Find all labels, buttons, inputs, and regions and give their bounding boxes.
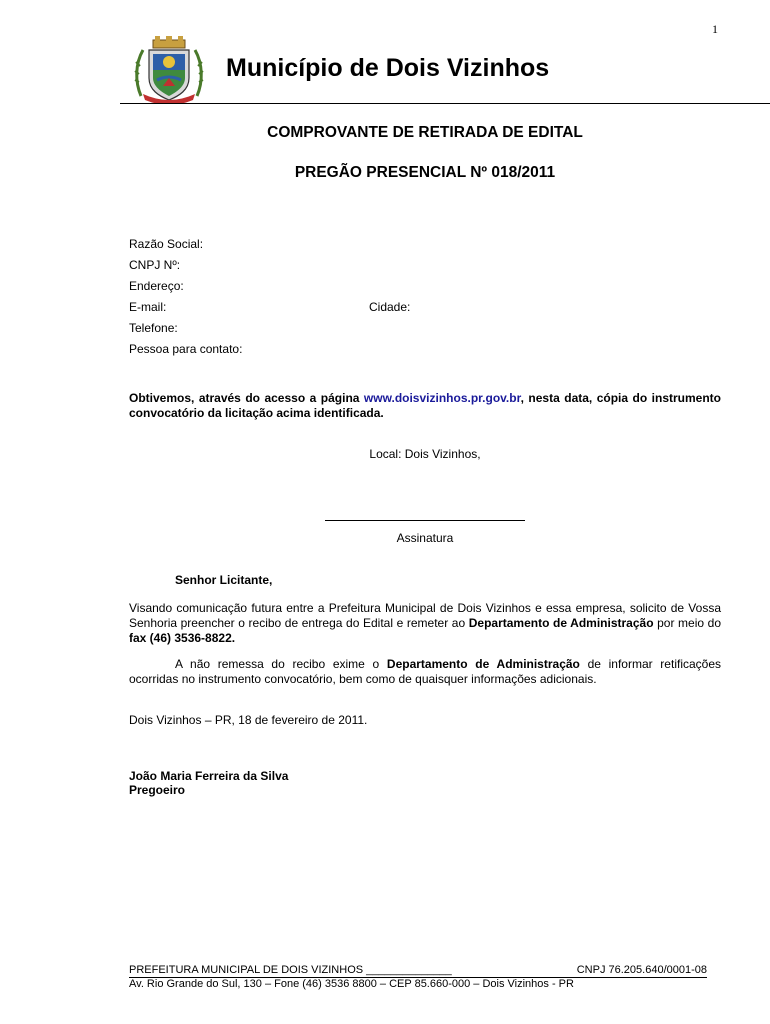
- field-razao-social: Razão Social:: [129, 237, 204, 251]
- local-line: Local: Dois Vizinhos,: [369, 447, 481, 461]
- field-cnpj: CNPJ Nº:: [129, 258, 181, 272]
- footer-cnpj: CNPJ 76.205.640/0001-08: [576, 964, 707, 976]
- field-telefone: Telefone:: [129, 321, 178, 335]
- tender-number: PREGÃO PRESENCIAL Nº 018/2011: [294, 164, 556, 181]
- municipality-title: Município de Dois Vizinhos: [226, 54, 550, 82]
- notice-paragraph-2: [129, 657, 721, 687]
- document-title: COMPROVANTE DE RETIRADA DE EDITAL: [267, 124, 583, 141]
- acknowledgement-statement: [129, 391, 721, 421]
- signatory-role: Pregoeiro: [129, 783, 186, 797]
- notice-p1-fax: fax (46) 3536-8822.: [129, 631, 236, 645]
- field-endereco: Endereço:: [129, 279, 184, 293]
- field-cidade: Cidade:: [369, 300, 411, 314]
- notice-p1-dept: Departamento de Administração: [468, 616, 654, 630]
- notice-paragraph-1: [129, 601, 721, 646]
- signatory-name: João Maria Ferreira da Silva: [129, 769, 289, 783]
- website-link[interactable]: www.doisvizinhos.pr.gov.br: [363, 391, 521, 405]
- statement-text-2: , nesta data, cópia do instrumento convocatório da licitação acima identificada.: [129, 391, 721, 420]
- municipal-coat-of-arms-icon: [133, 34, 205, 104]
- signature-label: Assinatura: [396, 531, 454, 545]
- signature-line: [325, 520, 525, 521]
- date-line: Dois Vizinhos – PR, 18 de fevereiro de 2011.: [129, 713, 368, 727]
- notice-p1-text-1: Visando comunicação futura entre a Prefeitura Municipal de Dois Vizinhos e essa empresa, solicito de Vossa Senhoria preencher o recibo de entrega do Edital e remeter ao: [129, 601, 721, 630]
- salutation: Senhor Licitante,: [175, 573, 273, 587]
- field-email: E-mail:: [129, 300, 167, 314]
- statement-text-1: Obtivemos, através do acesso a página: [129, 391, 364, 405]
- header-divider: [120, 103, 770, 104]
- notice-p2-dept: Departamento de Administração: [386, 657, 580, 671]
- notice-p2-text-2: de informar retificações ocorridas no instrumento convocatório, bem como de quaisquer informações adicionais.: [129, 657, 722, 686]
- notice-p1-text-2: por meio do: [653, 616, 722, 630]
- footer-organization: PREFEITURA MUNICIPAL DE DOIS VIZINHOS ______________: [129, 964, 452, 976]
- notice-p2-text-1: A não remessa do recibo exime o: [175, 657, 387, 671]
- field-contato: Pessoa para contato:: [129, 342, 243, 356]
- page-number: 1: [712, 22, 718, 36]
- footer-address: Av. Rio Grande do Sul, 130 – Fone (46) 3536 8800 – CEP 85.660-000 – Dois Vizinhos - PR: [129, 978, 574, 990]
- footer-line: [129, 964, 707, 978]
